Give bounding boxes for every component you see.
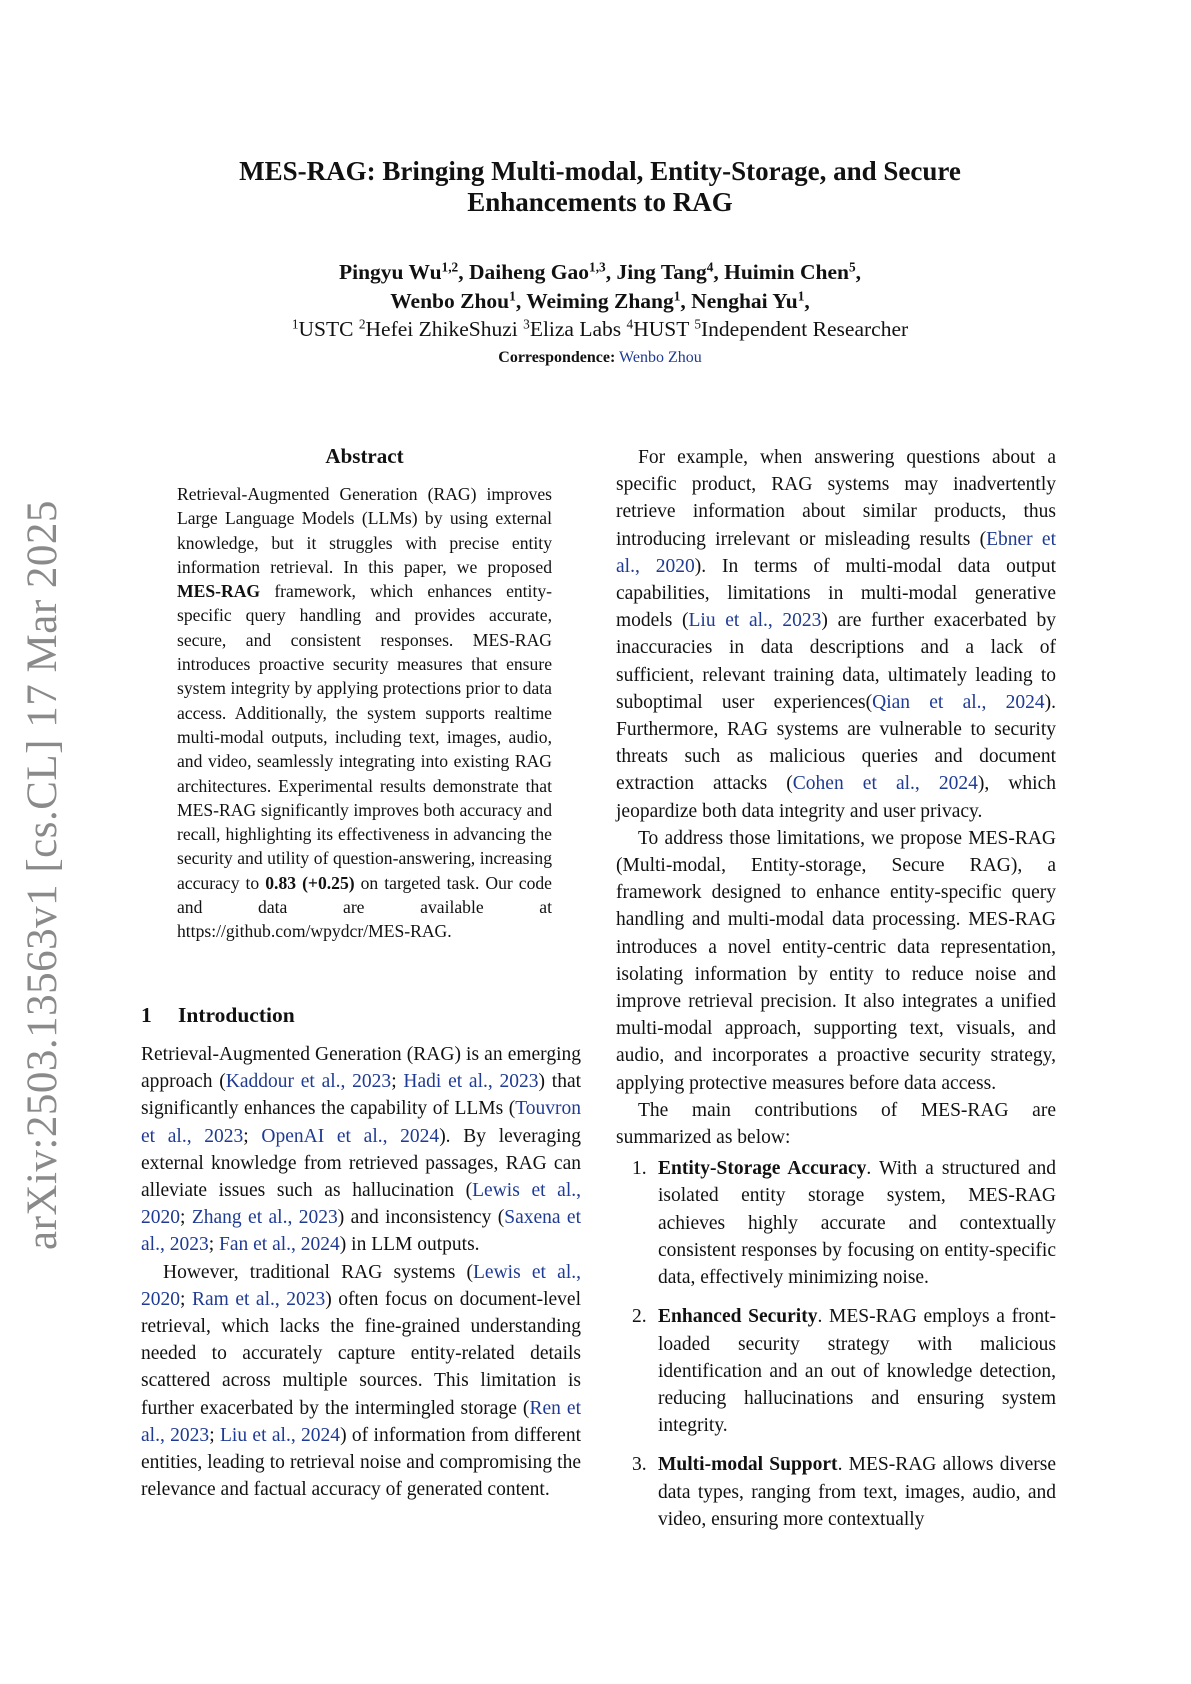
intro-paragraph-3 xyxy=(616,444,1056,825)
contribution-number: 2. xyxy=(632,1306,647,1328)
author-separator: , xyxy=(855,260,862,284)
citation-link[interactable]: Saxena et al., 2023 xyxy=(141,1207,581,1256)
author-affil-sup: 5 xyxy=(848,259,856,275)
intro-paragraph-1 xyxy=(141,1041,581,1259)
author-line-2 xyxy=(140,287,1060,316)
correspondence xyxy=(140,349,1060,367)
author-separator: , xyxy=(713,260,725,284)
citation-link[interactable]: Cohen et al., 2024 xyxy=(792,773,978,795)
citation-link[interactable]: Lewis et al., 2020 xyxy=(141,1180,581,1229)
arxiv-identifier-stamp: arXiv:2503.13563v1 [cs.CL] 17 Mar 2025 xyxy=(19,500,66,1250)
paragraph-text: For example, when answering questions about a specific product, RAG systems may inadvertently retrieve information about similar products, thus introducing irrelevant or misleading results ( xyxy=(616,447,1056,550)
paragraph-text: ; xyxy=(243,1125,262,1147)
title-line-1: MES-RAG: Bringing Multi-modal, Entity-Storage, and Secure xyxy=(239,156,961,186)
citation-link[interactable]: OpenAI et al., 2024 xyxy=(261,1125,440,1147)
author-separator: , xyxy=(605,260,617,284)
author-line-1 xyxy=(140,258,1060,287)
author-name: Jing Tang xyxy=(616,260,707,284)
intro-paragraph-4 xyxy=(616,825,1056,1097)
left-column xyxy=(141,1041,581,1503)
paragraph-text: ; xyxy=(208,1234,219,1256)
contribution-text: . With a structured and isolated entity storage system, MES-RAG achieves highly accurate and contextually consistent responses by focusing on entity-specific data, effectively minimizing noise. xyxy=(658,1158,1057,1289)
right-column xyxy=(616,444,1056,1545)
citation-link[interactable]: Ram et al., 2023 xyxy=(191,1288,326,1310)
author-name: Pingyu Wu xyxy=(338,260,442,284)
paragraph-text: Retrieval-Augmented Generation (RAG) is an emerging approach ( xyxy=(141,1044,581,1093)
author-name: Wenbo Zhou xyxy=(390,289,510,313)
paragraph-text: ; xyxy=(391,1071,404,1093)
paragraph-text: ) often focus on document-level retrieval, which lacks the fine-grained understanding needed to accurately capture entity-related details scattered across multiple sources. This limitation is further exacerbated by the intermingled storage ( xyxy=(141,1288,581,1419)
affil-sup: 4 xyxy=(626,316,634,332)
affil-name: Hefei ZhikeShuzi xyxy=(365,317,524,341)
citation-link[interactable]: Ren et al., 2023 xyxy=(141,1397,582,1446)
citation-link[interactable]: Hadi et al., 2023 xyxy=(403,1071,539,1093)
paragraph-text: ; xyxy=(180,1288,192,1310)
affil-name: HUST xyxy=(633,317,695,341)
affiliations xyxy=(140,316,1060,342)
author-affil-sup: 1,2 xyxy=(441,259,459,275)
citation-link[interactable]: Touvron et al., 2023 xyxy=(141,1098,581,1147)
affil-sup: 1 xyxy=(291,316,299,332)
section-title: Introduction xyxy=(178,1003,295,1027)
contribution-text: . MES-RAG allows diverse data types, ranging from text, images, audio, and video, ensuring more contextually xyxy=(658,1454,1057,1530)
author-name: Nenghai Yu xyxy=(691,289,798,313)
author-affil-sup: 1 xyxy=(797,288,805,304)
citation-link[interactable]: Ebner et al., 2020 xyxy=(616,528,1056,577)
paper-title xyxy=(140,156,1060,218)
paragraph-text: ) that significantly enhances the capability of LLMs ( xyxy=(141,1071,582,1120)
author-affil-sup: 4 xyxy=(706,259,714,275)
paragraph-text: ) of information from different entities, leading to retrieval noise and compromising the relevance and factual accuracy of generated content. xyxy=(141,1424,582,1501)
author-affil-sup: 1,3 xyxy=(589,259,606,275)
paragraph-text: ) and inconsistency ( xyxy=(337,1207,505,1229)
affil-sup: 2 xyxy=(358,316,366,332)
affil-sup: 5 xyxy=(694,316,702,332)
abstract-text: on targeted task. Our code and data are available at https://github.com/wpydcr/MES-RAG. xyxy=(177,872,552,942)
affil-name: USTC xyxy=(298,317,359,341)
citation-link[interactable]: Kaddour et al., 2023 xyxy=(225,1071,392,1093)
author-affil-sup: 1 xyxy=(509,288,516,304)
paragraph-text: ), which jeopardize both data integrity and user privacy. xyxy=(616,773,1056,822)
abstract-text: framework, which enhances entity-specific query handling and provides accurate, secure, and consistent responses. MES-RAG introduces proactive security measures that ensure system integrity by applying protections prior to data access. Additionally, the system supports realtime multi-modal outputs, including text, images, audio, and video, seamlessly integrating into existing RAG architectures. Experimental results demonstrate that MES-RAG significantly improves both accuracy and recall, highlighting its effectiveness in advancing the security and utility of question-answering, increasing accuracy to xyxy=(177,581,552,893)
affil-sup: 3 xyxy=(523,316,530,332)
citation-link[interactable]: Liu et al., 2023 xyxy=(688,610,822,632)
author-separator: , xyxy=(458,260,469,284)
citation-link[interactable]: Zhang et al., 2023 xyxy=(191,1207,338,1229)
contribution-title: Multi-modal Support xyxy=(658,1454,838,1476)
paragraph-text: ). By leveraging external knowledge from retrieved passages, RAG can alleviate issues such as hallucination ( xyxy=(141,1125,581,1202)
abstract-bold-text: MES-RAG xyxy=(177,581,261,602)
contribution-title: Enhanced Security xyxy=(658,1306,818,1328)
paragraph-text: To address those limitations, we propose MES-RAG (Multi-modal, Entity-storage, Secure RAG), a framework designed to enhance entity-specific query handling and multi-modal data processing. MES-RAG introduces a novel entity-centric data representation, isolating information by entity to reduce noise and improve retrieval precision. It also integrates a unified multi-modal approach, supporting text, visuals, and audio, and incorporates a proactive security strategy, applying protective measures before data access. xyxy=(616,827,1056,1094)
title-line-2: Enhancements to RAG xyxy=(467,187,733,217)
abstract-heading: Abstract xyxy=(325,444,404,468)
citation-link[interactable]: Qian et al., 2024 xyxy=(872,691,1045,713)
author-name: Weiming Zhang xyxy=(526,289,674,313)
correspondence-label: Correspondence: xyxy=(498,349,616,366)
contribution-text: . MES-RAG employs a front-loaded security strategy with malicious identification and an out of knowledge detection, reducing hallucinations and ensuring system integrity. xyxy=(658,1306,1056,1437)
paragraph-text: However, traditional RAG systems ( xyxy=(163,1261,473,1283)
citation-link[interactable]: Fan et al., 2024 xyxy=(219,1234,340,1256)
paragraph-text: ). In terms of multi-modal data output capabilities, limitations in multi-modal generative models ( xyxy=(616,555,1056,632)
intro-paragraph-5: The main contributions of MES-RAG are summarized as below: xyxy=(616,1099,1056,1149)
contribution-item xyxy=(616,1303,1056,1439)
citation-link[interactable]: Lewis et al., 2020 xyxy=(141,1261,581,1310)
author-separator: , xyxy=(804,289,810,313)
author-affil-sup: 1 xyxy=(673,288,681,304)
author-separator: , xyxy=(515,289,527,313)
author-list xyxy=(140,258,1060,316)
affil-name: Eliza Labs xyxy=(529,317,627,341)
citation-link[interactable]: Liu et al., 2024 xyxy=(219,1424,341,1446)
author-separator: , xyxy=(680,289,692,313)
correspondence-link[interactable]: Wenbo Zhou xyxy=(619,349,702,366)
contribution-item xyxy=(616,1155,1056,1291)
paragraph-text: ; xyxy=(209,1424,220,1446)
author-name: Daiheng Gao xyxy=(468,260,590,284)
abstract-text: Retrieval-Augmented Generation (RAG) improves Large Language Models (LLMs) by using external knowledge, but it struggles with precise entity information retrieval. In this paper, we proposed xyxy=(177,484,552,577)
contribution-item xyxy=(616,1451,1056,1533)
abstract-body xyxy=(177,482,552,944)
paragraph-text: ; xyxy=(180,1207,192,1229)
contribution-title: Entity-Storage Accuracy xyxy=(658,1158,867,1180)
contribution-number: 3. xyxy=(632,1454,647,1476)
contributions-list xyxy=(616,1155,1056,1533)
abstract-bold-text: 0.83 (+0.25) xyxy=(265,872,355,893)
intro-paragraph-2 xyxy=(141,1259,581,1504)
paragraph-text: ) in LLM outputs. xyxy=(339,1234,480,1256)
affil-name: Independent Researcher xyxy=(701,317,909,341)
section-number: 1 xyxy=(141,1003,152,1027)
section-heading-introduction xyxy=(141,1003,295,1028)
paragraph-text: ) are further exacerbated by inaccuracies in data descriptions and a lack of sufficient, relevant training data, ultimately leading to suboptimal user experiences( xyxy=(616,610,1056,713)
paragraph-text: ). Furthermore, RAG systems are vulnerable to security threats such as malicious queries and document extraction attacks ( xyxy=(616,691,1057,795)
author-name: Huimin Chen xyxy=(724,260,849,284)
contribution-number: 1. xyxy=(632,1158,647,1180)
